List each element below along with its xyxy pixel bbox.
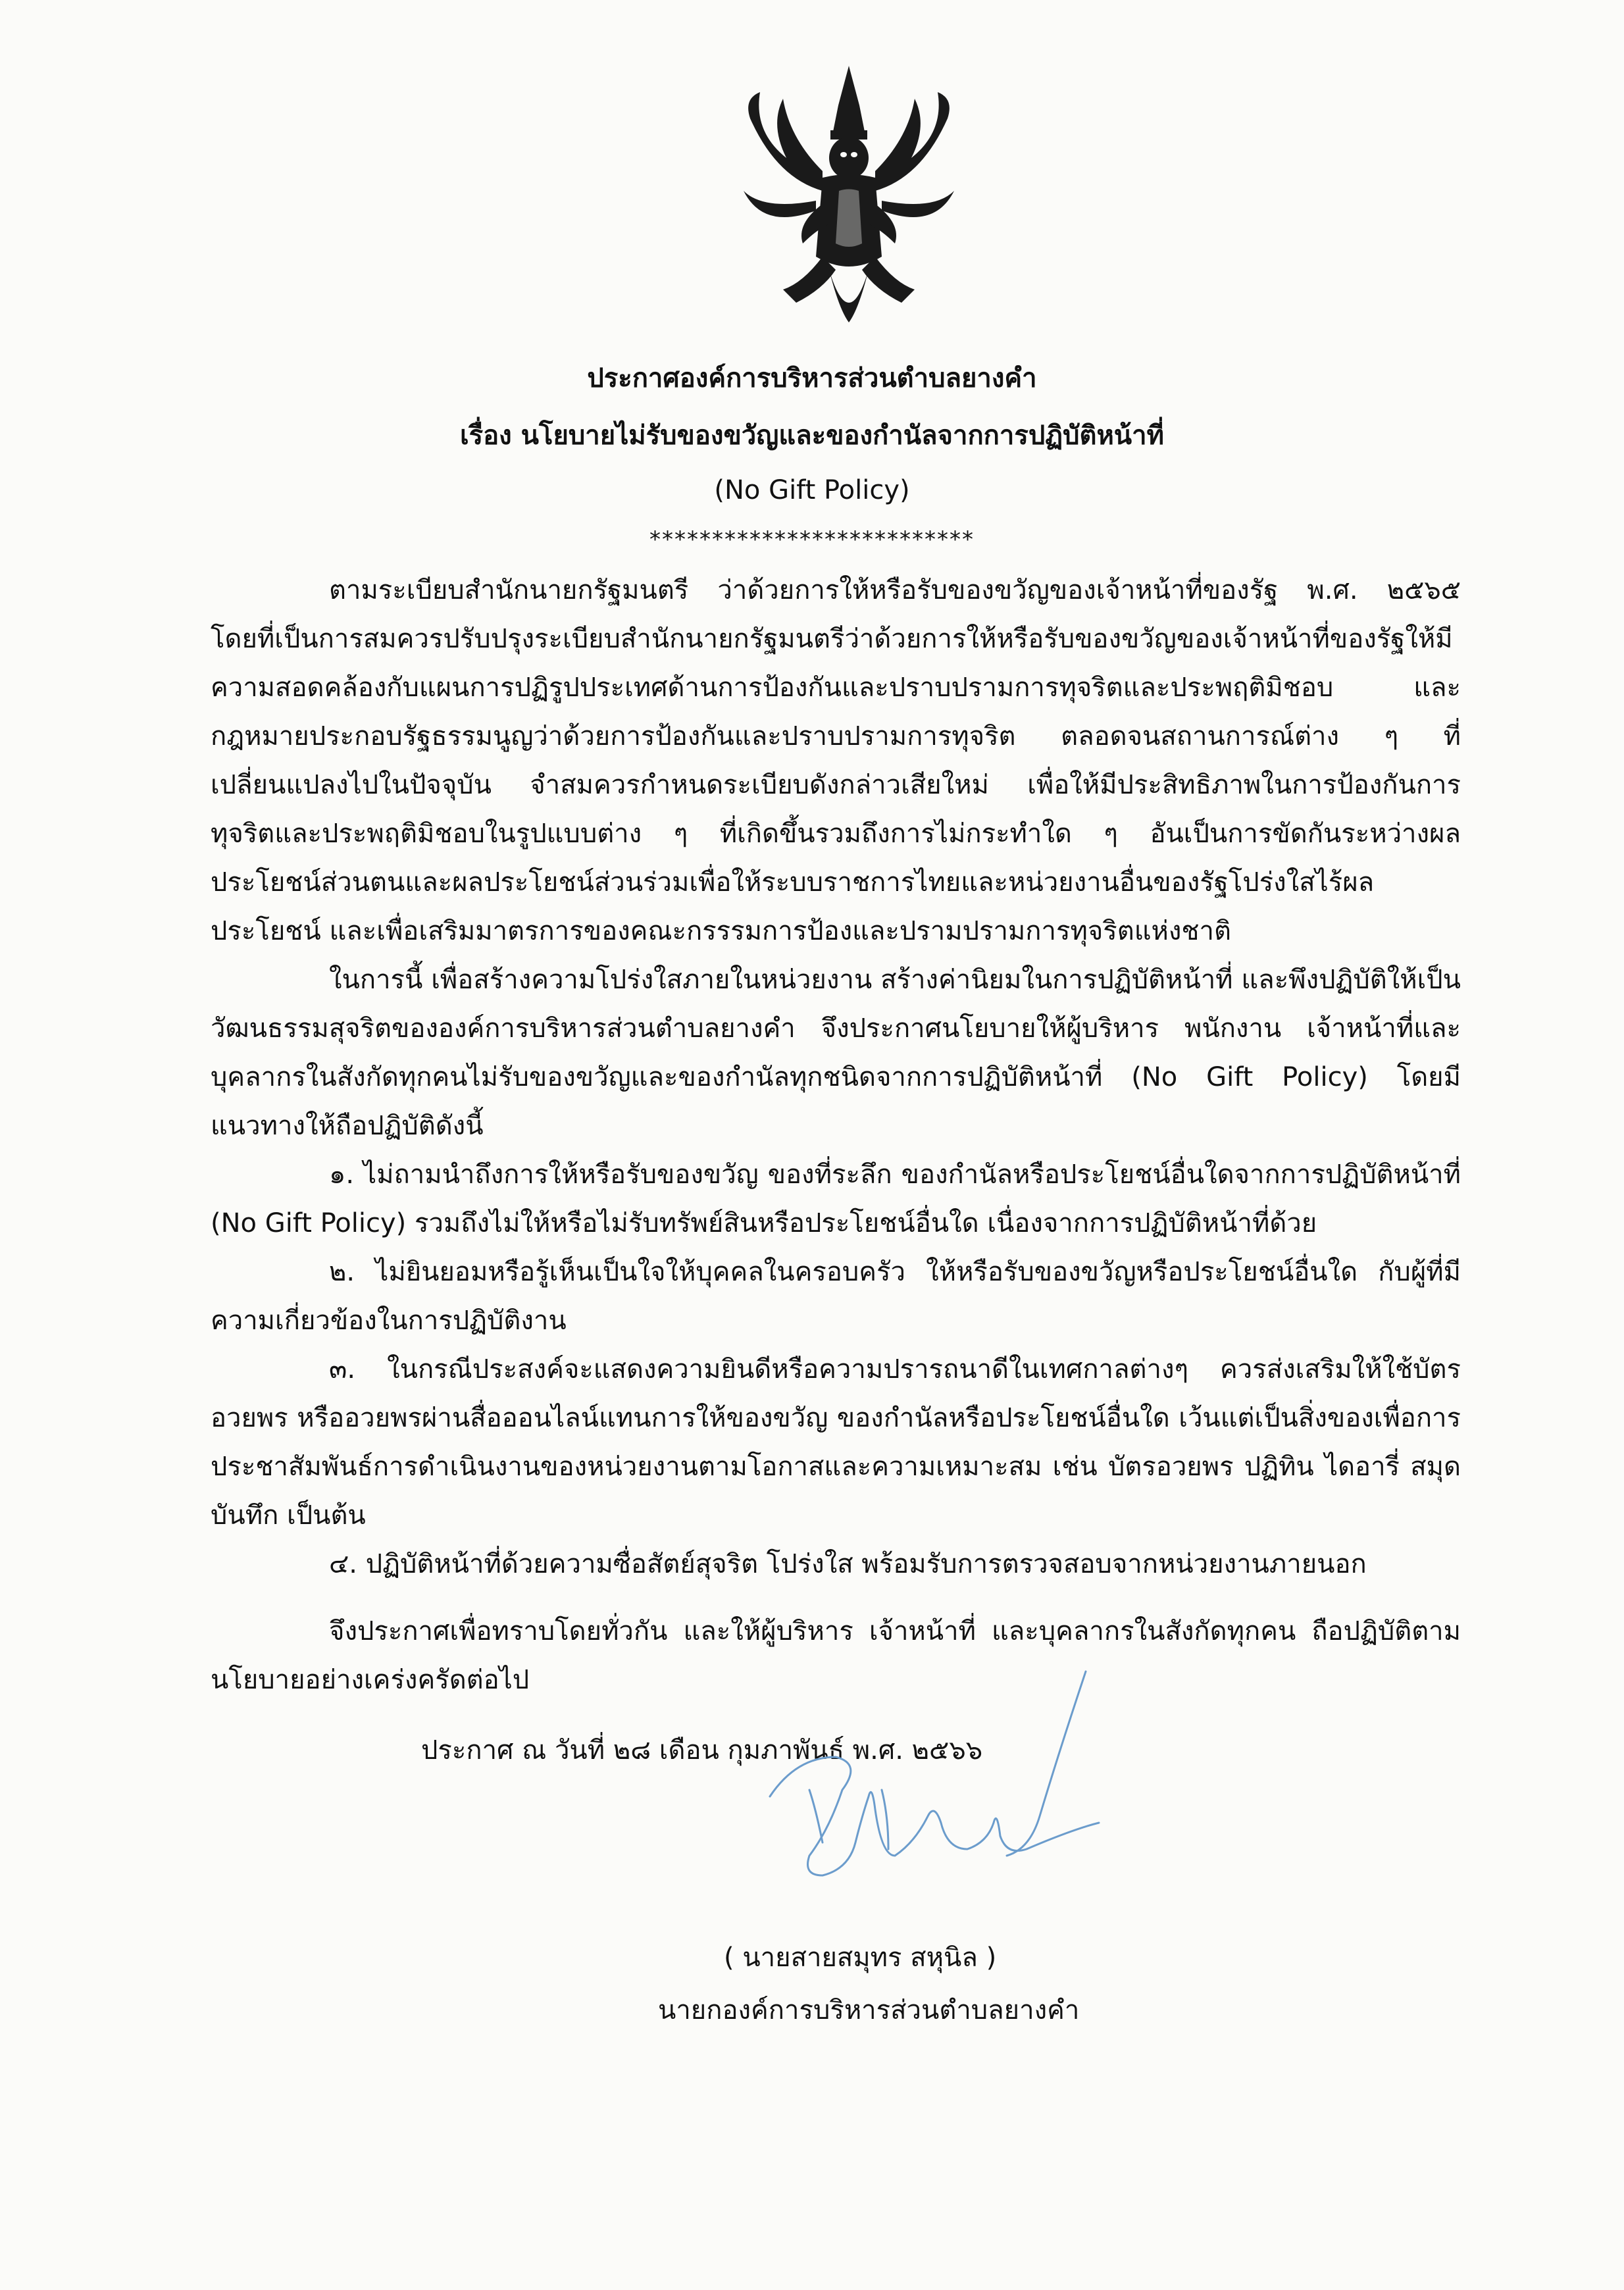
document-subject-english: (No Gift Policy): [714, 475, 910, 505]
policy-item-2: ๒. ไม่ยินยอมหรือรู้เห็นเป็นใจให้บุคคลในครอบครัว ให้หรือรับของขวัญหรือประโยชน์อื่นใด กับผู้ที่มีความเกี่ยวข้องในการปฏิบัติงาน: [211, 1257, 1461, 1336]
separator-line: **************************: [649, 526, 975, 553]
signatory-position: นายกองค์การบริหารส่วนตำบลยางคำ: [658, 1995, 1080, 2025]
document-body: [211, 566, 1461, 1704]
handwritten-signature-icon: [730, 1658, 1125, 1908]
garuda-emblem-icon: [724, 59, 974, 342]
body-paragraph-2: ในการนี้ เพื่อสร้างความโปร่งใสภายในหน่วยงาน สร้างค่านิยมในการปฏิบัติหน้าที่ และพึงปฏิบัติให้เป็นวัฒนธรรมสุจริตขององค์การบริหารส่วนตำบลยางคำ จึงประกาศนโยบายให้ผู้บริหาร พนักงาน เจ้าหน้าที่และบุคลากรในสังกัดทุกคนไม่รับของขวัญและของกำนัลทุกชนิดจากการปฏิบัติหน้าที่ (No Gift Policy) โดยมีแนวทางให้ถือปฏิบัติดังนี้: [211, 965, 1461, 1141]
announcement-date: ประกาศ ณ วันที่ ๒๘ เดือน กุมภาพันธ์ พ.ศ. ๒๕๖๖: [421, 1735, 983, 1766]
document-subject: เรื่อง นโยบายไม่รับของขวัญและของกำนัลจากการปฏิบัติหน้าที่: [460, 420, 1164, 451]
closing-paragraph: จึงประกาศเพื่อทราบโดยทั่วกัน และให้ผู้บริหาร เจ้าหน้าที่ และบุคลากรในสังกัดทุกคน ถือปฏิบัติตามนโยบายอย่างเคร่งครัดต่อไป: [211, 1616, 1461, 1695]
signatory-name: ( นายสายสมุทร สหุนิล ): [724, 1943, 997, 1973]
policy-item-1: ๑. ไม่ถามนำถึงการให้หรือรับของขวัญ ของที่ระลึก ของกำนัลหรือประโยชน์อื่นใดจากการปฏิบัติหน้าที่ (No Gift Policy) รวมถึงไม่ให้หรือไม่รับทรัพย์สินหรือประโยชน์อื่นใด เนื่องจากการปฏิบัติหน้าที่ด้วย: [211, 1159, 1461, 1238]
policy-item-3: ๓. ในกรณีประสงค์จะแสดงความยินดีหรือความปรารถนาดีในเทศกาลต่างๆ ควรส่งเสริมให้ใช้บัตรอวยพร หรืออวยพรผ่านสื่อออนไลน์แทนการให้ของขวัญ ของกำนัลหรือประโยชน์อื่นใด เว้นแต่เป็นสิ่งของเพื่อการประชาสัมพันธ์การดำเนินงานของหน่วยงานตามโอกาสและความเหมาะสม เช่น บัตรอวยพร ปฏิทิน ไดอารี่ สมุดบันทึก เป็นต้น: [211, 1354, 1461, 1531]
document-organization-title: ประกาศองค์การบริหารส่วนตำบลยางคำ: [587, 363, 1037, 394]
body-paragraph-1: ตามระเบียบสำนักนายกรัฐมนตรี ว่าด้วยการให้หรือรับของขวัญของเจ้าหน้าที่ของรัฐ พ.ศ. ๒๕๖๕ โดยที่เป็นการสมควรปรับปรุงระเบียบสำนักนายกรัฐมนตรีว่าด้วยการให้หรือรับของขวัญของเจ้าหน้าที่ของรัฐให้มีความสอดคล้องกับแผนการปฏิรูปประเทศด้านการป้องกันและปราบปรามการทุจริตและประพฤติมิชอบ และกฎหมายประกอบรัฐธรรมนูญว่าด้วยการป้องกันและปราบปรามการทุจริต ตลอดจนสถานการณ์ต่าง ๆ ที่เปลี่ยนแปลงไปในปัจจุบัน จำสมควรกำหนดระเบียบดังกล่าวเสียใหม่ เพื่อให้มีประสิทธิภาพในการป้องกันการทุจริตและประพฤติมิชอบในรูปแบบต่าง ๆ ที่เกิดขึ้นรวมถึงการไม่กระทำใด ๆ อันเป็นการขัดกันระหว่างผลประโยชน์ส่วนตนและผลประโยชน์ส่วนร่วมเพื่อให้ระบบราชการไทยและหน่วยงานอื่นของรัฐโปร่งใสไร้ผลประโยชน์ และเพื่อเสริมมาตรการของคณะกรรรมการป้องและปรามปรามการทุจริตแห่งชาติ: [211, 575, 1461, 946]
policy-item-4: ๔. ปฏิบัติหน้าที่ด้วยความซื่อสัตย์สุจริต โปร่งใส พร้อมรับการตรวจสอบจากหน่วยงานภายนอก: [329, 1549, 1367, 1579]
